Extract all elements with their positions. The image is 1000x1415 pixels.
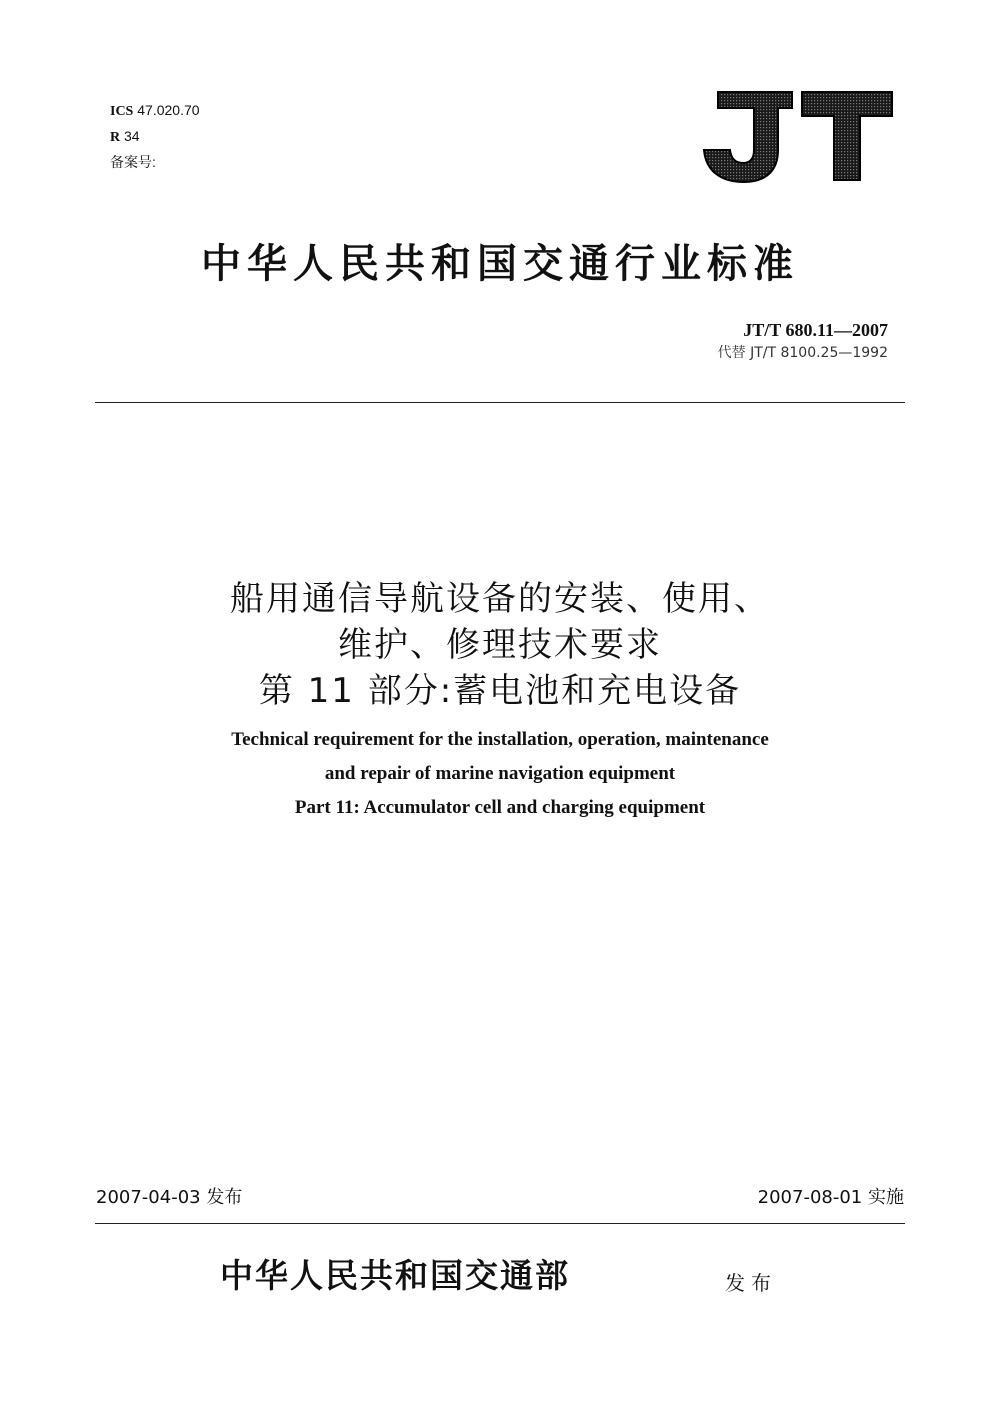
standard-number: JT/T 680.11—2007 — [743, 320, 888, 340]
replaces-standard: 代替 JT/T 8100.25—1992 — [717, 345, 888, 361]
document-title — [95, 576, 905, 824]
standard-category-title: 中华人民共和国交通行业标准 — [201, 241, 799, 287]
title-zh-line: 维护、修理技术要求 — [338, 625, 662, 665]
standard-number-block — [718, 318, 888, 364]
classification-codes — [110, 98, 200, 175]
issue-label: 发布 — [725, 1271, 777, 1295]
ccs-code — [110, 124, 200, 150]
title-en-line: Technical requirement for the installation, operation, maintenance — [231, 729, 769, 750]
ics-code — [110, 98, 200, 124]
header-divider — [95, 402, 905, 403]
title-en-line: Part 11: Accumulator cell and charging equipment — [294, 797, 706, 818]
logo-letter-j — [704, 92, 792, 182]
implementation-date: 2007-08-01 实施 — [757, 1187, 904, 1208]
issuing-authority: 中华人民共和国交通部 — [220, 1256, 570, 1295]
logo-letter-t — [802, 92, 892, 180]
ccs-label: R — [110, 130, 121, 145]
ccs-value: 34 — [124, 128, 140, 144]
ics-value: 47.020.70 — [137, 102, 200, 118]
ics-label: ICS — [110, 104, 134, 119]
title-zh-line: 船用通信导航设备的安装、使用、 — [230, 579, 770, 619]
footer-divider — [95, 1223, 905, 1224]
issue-date: 2007-04-03 发布 — [96, 1187, 243, 1208]
title-zh-line: 第 11 部分:蓄电池和充电设备 — [258, 671, 742, 711]
jt-logo — [700, 88, 895, 184]
title-en-line: and repair of marine navigation equipment — [324, 763, 676, 784]
filing-number: 备案号: — [110, 154, 156, 170]
